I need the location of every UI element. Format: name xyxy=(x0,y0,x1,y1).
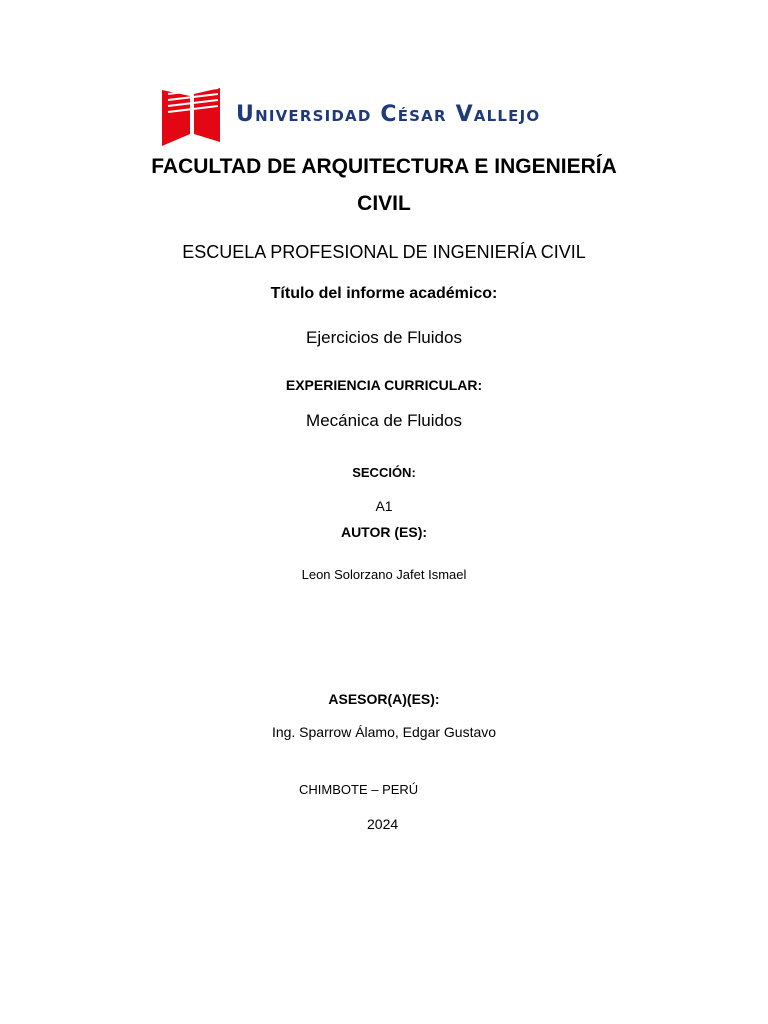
author-name: Leon Solorzano Jafet Ismael xyxy=(301,567,467,582)
university-name: Universidad César Vallejo xyxy=(236,102,541,127)
faculty-title: FACULTAD DE ARQUITECTURA E INGENIERÍA CIVIL xyxy=(151,155,617,215)
curricular-label: EXPERIENCIA CURRICULAR: xyxy=(285,377,483,393)
advisor-label: ASESOR(A)(ES): xyxy=(328,691,440,707)
school-name: ESCUELA PROFESIONAL DE INGENIERÍA CIVIL xyxy=(182,242,586,262)
location: CHIMBOTE – PERÚ xyxy=(299,782,419,797)
section-value: A1 xyxy=(375,498,393,514)
curricular-value: Mecánica de Fluidos xyxy=(306,411,462,430)
ucv-shield-logo-icon xyxy=(160,86,222,148)
university-logo xyxy=(160,86,610,148)
report-title-label: Título del informe académico: xyxy=(270,285,498,302)
section-label: SECCIÓN: xyxy=(352,465,416,480)
year: 2024 xyxy=(367,816,399,832)
author-label: AUTOR (ES): xyxy=(340,524,428,540)
report-title: Ejercicios de Fluidos xyxy=(306,328,462,347)
advisor-name: Ing. Sparrow Álamo, Edgar Gustavo xyxy=(271,724,497,740)
